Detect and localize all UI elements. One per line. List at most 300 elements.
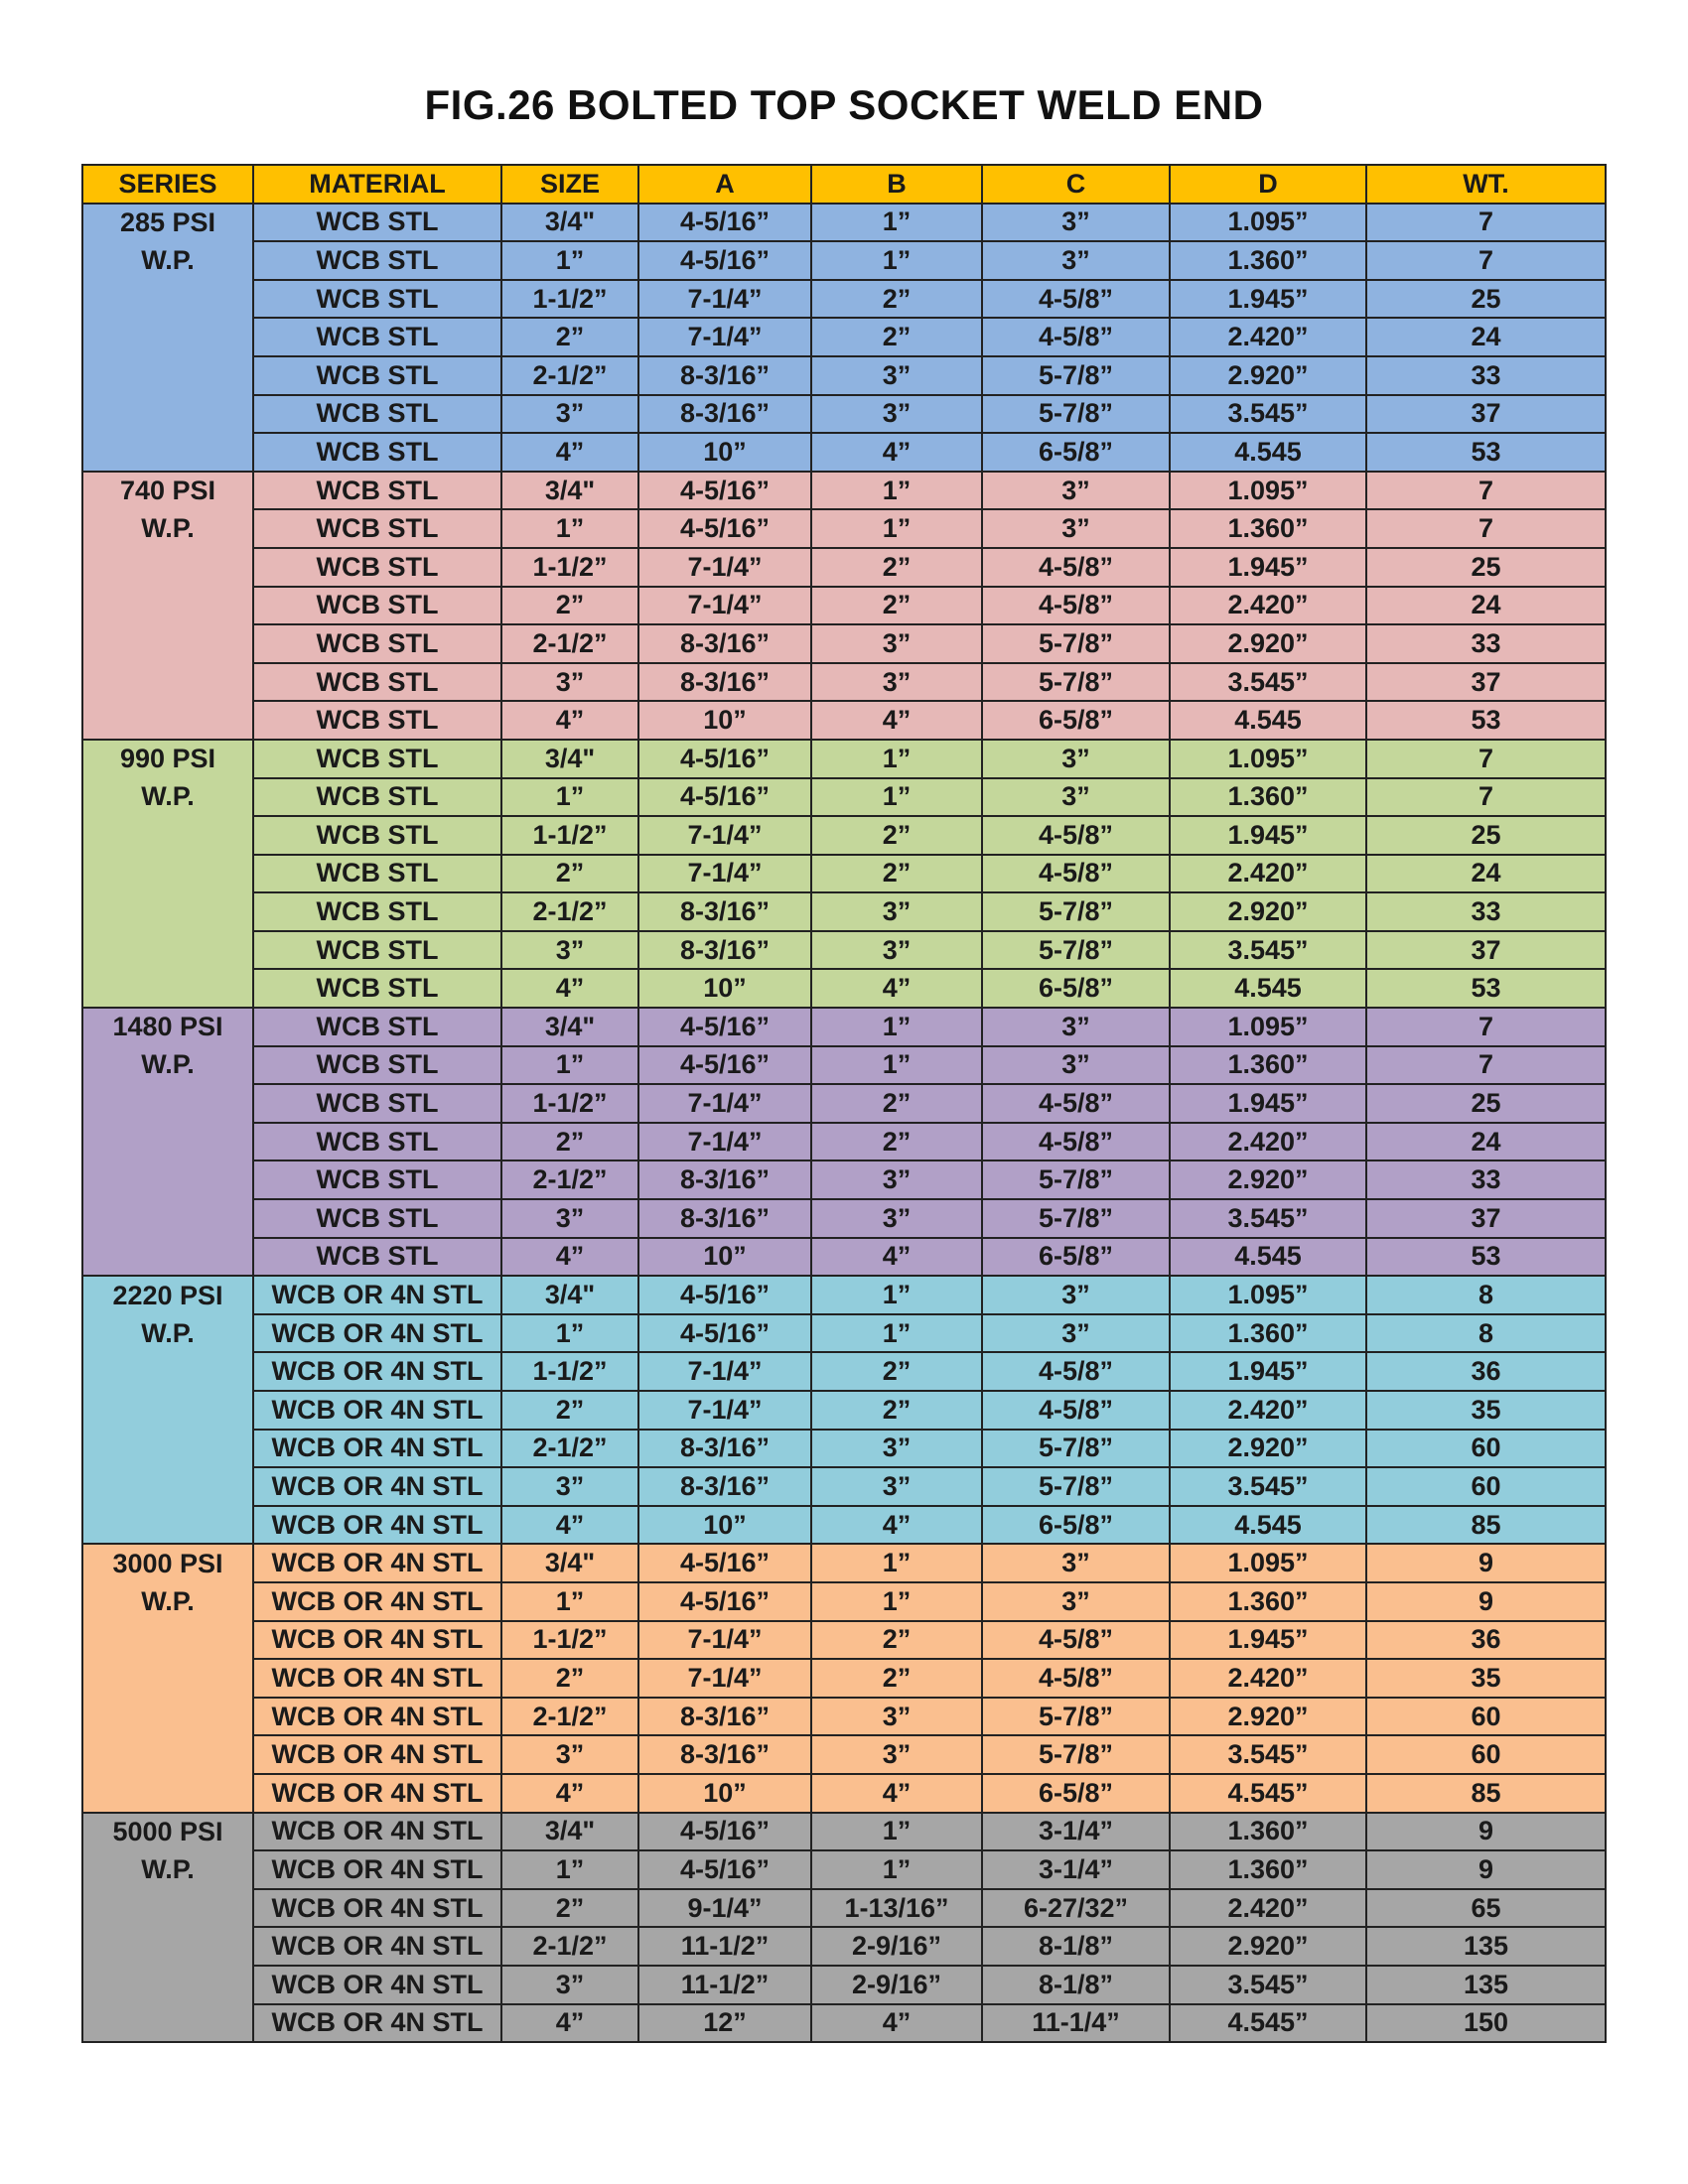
weight-cell: 33 (1366, 892, 1606, 931)
dim-b-cell: 2” (811, 1352, 982, 1391)
weight-cell: 36 (1366, 1621, 1606, 1660)
series-cell: 1480 PSI (82, 1008, 253, 1046)
size-cell: 1-1/2” (501, 548, 638, 587)
dim-a-cell: 8-3/16” (638, 1160, 811, 1199)
dim-b-cell: 1” (811, 1046, 982, 1085)
dim-a-cell: 4-5/16” (638, 1008, 811, 1046)
dim-c-cell: 6-5/8” (982, 701, 1170, 740)
material-cell: WCB STL (253, 892, 501, 931)
dim-a-cell: 7-1/4” (638, 280, 811, 319)
size-cell: 2” (501, 318, 638, 356)
table-row (82, 1391, 1606, 1430)
series-cell (82, 356, 253, 395)
dim-d-cell: 4.545 (1170, 701, 1366, 740)
table-row (82, 855, 1606, 893)
weight-cell: 9 (1366, 1582, 1606, 1621)
series-cell (82, 548, 253, 587)
weight-cell: 24 (1366, 1123, 1606, 1161)
table-row (82, 548, 1606, 587)
table-row (82, 778, 1606, 817)
table-row (82, 241, 1606, 280)
table-row (82, 1813, 1606, 1851)
table-row (82, 1966, 1606, 2004)
dim-c-cell: 3” (982, 472, 1170, 510)
dim-b-cell: 1” (811, 204, 982, 242)
table-body (82, 204, 1606, 2043)
dim-d-cell: 1.360” (1170, 241, 1366, 280)
series-cell: W.P. (82, 241, 253, 280)
size-cell: 1” (501, 1046, 638, 1085)
dim-b-cell: 3” (811, 1430, 982, 1468)
size-cell: 3” (501, 663, 638, 702)
size-cell: 3” (501, 1735, 638, 1774)
size-cell: 3/4" (501, 1276, 638, 1314)
table-row (82, 816, 1606, 855)
weight-cell: 7 (1366, 204, 1606, 242)
series-cell (82, 1391, 253, 1430)
dim-d-cell: 2.420” (1170, 1391, 1366, 1430)
material-cell: WCB STL (253, 740, 501, 778)
series-cell: 990 PSI (82, 740, 253, 778)
dim-b-cell: 2-9/16” (811, 1966, 982, 2004)
size-cell: 2-1/2” (501, 624, 638, 663)
dim-a-cell: 7-1/4” (638, 1123, 811, 1161)
series-cell (82, 663, 253, 702)
table-row (82, 740, 1606, 778)
weight-cell: 150 (1366, 2004, 1606, 2043)
size-cell: 3” (501, 1966, 638, 2004)
dim-a-cell: 10” (638, 969, 811, 1008)
material-cell: WCB STL (253, 280, 501, 319)
series-cell: W.P. (82, 1582, 253, 1621)
material-cell: WCB OR 4N STL (253, 1927, 501, 1966)
dim-d-cell: 1.360” (1170, 1813, 1366, 1851)
size-cell: 1” (501, 778, 638, 817)
material-cell: WCB OR 4N STL (253, 1544, 501, 1582)
weight-cell: 37 (1366, 663, 1606, 702)
table-row (82, 2004, 1606, 2043)
weight-cell: 7 (1366, 740, 1606, 778)
dim-b-cell: 4” (811, 433, 982, 472)
weight-cell: 135 (1366, 1966, 1606, 2004)
dim-d-cell: 4.545 (1170, 969, 1366, 1008)
table-row (82, 1084, 1606, 1123)
dim-a-cell: 10” (638, 1506, 811, 1545)
size-cell: 2” (501, 1659, 638, 1698)
header-a: A (638, 165, 811, 204)
dim-a-cell: 10” (638, 701, 811, 740)
dim-b-cell: 4” (811, 701, 982, 740)
dim-a-cell: 4-5/16” (638, 1813, 811, 1851)
dim-c-cell: 6-5/8” (982, 433, 1170, 472)
dim-a-cell: 11-1/2” (638, 1966, 811, 2004)
size-cell: 2-1/2” (501, 1698, 638, 1736)
dim-c-cell: 6-5/8” (982, 969, 1170, 1008)
header-series: SERIES (82, 165, 253, 204)
table-row (82, 892, 1606, 931)
dim-c-cell: 5-7/8” (982, 1199, 1170, 1238)
size-cell: 3” (501, 395, 638, 434)
table-row (82, 1544, 1606, 1582)
dim-c-cell: 5-7/8” (982, 624, 1170, 663)
weight-cell: 37 (1366, 395, 1606, 434)
dim-b-cell: 4” (811, 2004, 982, 2043)
dim-a-cell: 7-1/4” (638, 587, 811, 625)
material-cell: WCB STL (253, 318, 501, 356)
table-row (82, 280, 1606, 319)
series-cell (82, 1199, 253, 1238)
dim-d-cell: 3.545” (1170, 663, 1366, 702)
size-cell: 4” (501, 701, 638, 740)
series-cell (82, 1467, 253, 1506)
dim-d-cell: 3.545” (1170, 395, 1366, 434)
table-row (82, 663, 1606, 702)
dim-c-cell: 3” (982, 1046, 1170, 1085)
table-row (82, 1659, 1606, 1698)
table-row (82, 1774, 1606, 1813)
size-cell: 3/4" (501, 1813, 638, 1851)
table-row (82, 318, 1606, 356)
size-cell: 3/4" (501, 740, 638, 778)
weight-cell: 7 (1366, 472, 1606, 510)
dim-a-cell: 7-1/4” (638, 855, 811, 893)
dim-d-cell: 1.945” (1170, 280, 1366, 319)
material-cell: WCB OR 4N STL (253, 1467, 501, 1506)
dim-b-cell: 2” (811, 318, 982, 356)
dim-b-cell: 1-13/16” (811, 1889, 982, 1928)
dim-b-cell: 2” (811, 548, 982, 587)
dim-b-cell: 3” (811, 1199, 982, 1238)
table-row (82, 1506, 1606, 1545)
dim-d-cell: 1.095” (1170, 472, 1366, 510)
dim-a-cell: 7-1/4” (638, 1659, 811, 1698)
dim-b-cell: 4” (811, 969, 982, 1008)
size-cell: 3/4" (501, 204, 638, 242)
dim-a-cell: 8-3/16” (638, 1467, 811, 1506)
dim-c-cell: 5-7/8” (982, 395, 1170, 434)
size-cell: 1-1/2” (501, 1084, 638, 1123)
dim-c-cell: 3” (982, 740, 1170, 778)
series-cell: 740 PSI (82, 472, 253, 510)
size-cell: 4” (501, 1506, 638, 1545)
table-row (82, 1008, 1606, 1046)
material-cell: WCB STL (253, 509, 501, 548)
table-row (82, 969, 1606, 1008)
weight-cell: 37 (1366, 931, 1606, 970)
dim-c-cell: 8-1/8” (982, 1927, 1170, 1966)
table-row (82, 1430, 1606, 1468)
series-cell: W.P. (82, 778, 253, 817)
dim-a-cell: 4-5/16” (638, 1314, 811, 1353)
weight-cell: 24 (1366, 318, 1606, 356)
weight-cell: 35 (1366, 1659, 1606, 1698)
dim-c-cell: 4-5/8” (982, 548, 1170, 587)
dim-d-cell: 3.545” (1170, 931, 1366, 970)
weight-cell: 35 (1366, 1391, 1606, 1430)
material-cell: WCB STL (253, 241, 501, 280)
material-cell: WCB OR 4N STL (253, 1735, 501, 1774)
dim-c-cell: 5-7/8” (982, 892, 1170, 931)
dim-a-cell: 8-3/16” (638, 624, 811, 663)
size-cell: 2” (501, 1391, 638, 1430)
dim-a-cell: 4-5/16” (638, 472, 811, 510)
table-row (82, 1314, 1606, 1353)
dim-a-cell: 8-3/16” (638, 395, 811, 434)
series-cell (82, 318, 253, 356)
size-cell: 4” (501, 1774, 638, 1813)
series-cell (82, 433, 253, 472)
size-cell: 2-1/2” (501, 356, 638, 395)
weight-cell: 36 (1366, 1352, 1606, 1391)
dim-b-cell: 4” (811, 1238, 982, 1277)
table-row (82, 1123, 1606, 1161)
dim-b-cell: 1” (811, 778, 982, 817)
series-cell (82, 1160, 253, 1199)
dim-c-cell: 5-7/8” (982, 931, 1170, 970)
dim-a-cell: 7-1/4” (638, 318, 811, 356)
dim-c-cell: 11-1/4” (982, 2004, 1170, 2043)
material-cell: WCB OR 4N STL (253, 1621, 501, 1660)
material-cell: WCB STL (253, 1199, 501, 1238)
dim-c-cell: 4-5/8” (982, 1659, 1170, 1698)
dim-b-cell: 3” (811, 395, 982, 434)
dim-d-cell: 1.095” (1170, 1276, 1366, 1314)
dim-b-cell: 1” (811, 1850, 982, 1889)
dim-a-cell: 4-5/16” (638, 1544, 811, 1582)
dim-a-cell: 10” (638, 433, 811, 472)
dim-d-cell: 3.545” (1170, 1467, 1366, 1506)
dim-d-cell: 1.095” (1170, 204, 1366, 242)
dim-d-cell: 2.420” (1170, 1889, 1366, 1928)
dim-d-cell: 1.945” (1170, 1084, 1366, 1123)
size-cell: 1-1/2” (501, 280, 638, 319)
dim-c-cell: 6-5/8” (982, 1238, 1170, 1277)
dim-c-cell: 4-5/8” (982, 816, 1170, 855)
series-cell (82, 701, 253, 740)
header-wt: WT. (1366, 165, 1606, 204)
material-cell: WCB STL (253, 1123, 501, 1161)
material-cell: WCB OR 4N STL (253, 1391, 501, 1430)
size-cell: 2” (501, 1889, 638, 1928)
table-row (82, 1735, 1606, 1774)
series-cell (82, 1238, 253, 1277)
dim-d-cell: 1.945” (1170, 1352, 1366, 1391)
table-row (82, 1582, 1606, 1621)
series-cell: 5000 PSI (82, 1813, 253, 1851)
weight-cell: 53 (1366, 1238, 1606, 1277)
weight-cell: 25 (1366, 816, 1606, 855)
size-cell: 3” (501, 931, 638, 970)
material-cell: WCB OR 4N STL (253, 1813, 501, 1851)
series-cell (82, 855, 253, 893)
series-cell (82, 280, 253, 319)
size-cell: 1” (501, 241, 638, 280)
dim-d-cell: 4.545 (1170, 1506, 1366, 1545)
table-row (82, 1160, 1606, 1199)
table-row (82, 1850, 1606, 1889)
weight-cell: 60 (1366, 1698, 1606, 1736)
dim-d-cell: 4.545 (1170, 433, 1366, 472)
table-row (82, 1199, 1606, 1238)
header-c: C (982, 165, 1170, 204)
dim-c-cell: 4-5/8” (982, 1352, 1170, 1391)
material-cell: WCB OR 4N STL (253, 1430, 501, 1468)
dim-b-cell: 3” (811, 663, 982, 702)
weight-cell: 25 (1366, 548, 1606, 587)
dim-a-cell: 4-5/16” (638, 204, 811, 242)
dim-d-cell: 1.360” (1170, 1582, 1366, 1621)
dim-d-cell: 2.920” (1170, 356, 1366, 395)
table-row (82, 1046, 1606, 1085)
weight-cell: 60 (1366, 1735, 1606, 1774)
size-cell: 2-1/2” (501, 1160, 638, 1199)
dim-d-cell: 2.420” (1170, 318, 1366, 356)
dim-c-cell: 3” (982, 241, 1170, 280)
series-cell: W.P. (82, 1314, 253, 1353)
dim-d-cell: 2.920” (1170, 1160, 1366, 1199)
material-cell: WCB STL (253, 1084, 501, 1123)
table-row (82, 472, 1606, 510)
dim-a-cell: 10” (638, 1774, 811, 1813)
material-cell: WCB STL (253, 548, 501, 587)
size-cell: 4” (501, 1238, 638, 1277)
dim-c-cell: 4-5/8” (982, 318, 1170, 356)
dim-c-cell: 5-7/8” (982, 1698, 1170, 1736)
dim-b-cell: 3” (811, 624, 982, 663)
size-cell: 1-1/2” (501, 1352, 638, 1391)
dim-b-cell: 2” (811, 587, 982, 625)
series-cell (82, 1698, 253, 1736)
dim-a-cell: 8-3/16” (638, 1735, 811, 1774)
material-cell: WCB STL (253, 624, 501, 663)
weight-cell: 7 (1366, 241, 1606, 280)
table-row (82, 1238, 1606, 1277)
dim-c-cell: 4-5/8” (982, 280, 1170, 319)
weight-cell: 7 (1366, 778, 1606, 817)
dim-a-cell: 4-5/16” (638, 1046, 811, 1085)
material-cell: WCB STL (253, 778, 501, 817)
size-cell: 1-1/2” (501, 816, 638, 855)
weight-cell: 65 (1366, 1889, 1606, 1928)
dim-d-cell: 2.920” (1170, 892, 1366, 931)
dim-c-cell: 5-7/8” (982, 356, 1170, 395)
dim-d-cell: 1.945” (1170, 816, 1366, 855)
table-row (82, 1621, 1606, 1660)
dim-d-cell: 3.545” (1170, 1735, 1366, 1774)
dim-d-cell: 1.095” (1170, 1008, 1366, 1046)
dim-b-cell: 2” (811, 280, 982, 319)
series-cell (82, 1735, 253, 1774)
dim-b-cell: 1” (811, 1582, 982, 1621)
dim-b-cell: 1” (811, 740, 982, 778)
material-cell: WCB STL (253, 204, 501, 242)
dim-b-cell: 2” (811, 816, 982, 855)
weight-cell: 85 (1366, 1506, 1606, 1545)
size-cell: 3/4" (501, 1544, 638, 1582)
dim-d-cell: 1.360” (1170, 1850, 1366, 1889)
size-cell: 4” (501, 2004, 638, 2043)
dim-b-cell: 3” (811, 931, 982, 970)
weight-cell: 7 (1366, 509, 1606, 548)
dim-c-cell: 3” (982, 204, 1170, 242)
dim-c-cell: 6-27/32” (982, 1889, 1170, 1928)
size-cell: 2” (501, 855, 638, 893)
header-b: B (811, 165, 982, 204)
series-cell (82, 1123, 253, 1161)
weight-cell: 37 (1366, 1199, 1606, 1238)
weight-cell: 135 (1366, 1927, 1606, 1966)
size-cell: 4” (501, 969, 638, 1008)
material-cell: WCB OR 4N STL (253, 1659, 501, 1698)
dim-b-cell: 1” (811, 509, 982, 548)
series-cell (82, 395, 253, 434)
dim-b-cell: 3” (811, 1735, 982, 1774)
material-cell: WCB STL (253, 587, 501, 625)
series-cell (82, 1430, 253, 1468)
series-cell (82, 1927, 253, 1966)
material-cell: WCB OR 4N STL (253, 1582, 501, 1621)
series-cell (82, 1506, 253, 1545)
dim-b-cell: 3” (811, 1160, 982, 1199)
weight-cell: 25 (1366, 1084, 1606, 1123)
table-row (82, 1467, 1606, 1506)
series-cell (82, 1774, 253, 1813)
table-row (82, 931, 1606, 970)
size-cell: 3” (501, 1467, 638, 1506)
dim-d-cell: 1.095” (1170, 1544, 1366, 1582)
material-cell: WCB OR 4N STL (253, 1698, 501, 1736)
size-cell: 3/4" (501, 1008, 638, 1046)
page-title: FIG.26 BOLTED TOP SOCKET WELD END (424, 81, 1264, 128)
dim-b-cell: 4” (811, 1506, 982, 1545)
table-row (82, 624, 1606, 663)
table-row (82, 509, 1606, 548)
dim-d-cell: 2.420” (1170, 587, 1366, 625)
dim-b-cell: 1” (811, 1314, 982, 1353)
material-cell: WCB STL (253, 663, 501, 702)
dim-c-cell: 6-5/8” (982, 1506, 1170, 1545)
dim-a-cell: 10” (638, 1238, 811, 1277)
material-cell: WCB OR 4N STL (253, 1966, 501, 2004)
dim-c-cell: 4-5/8” (982, 855, 1170, 893)
dim-c-cell: 3-1/4” (982, 1850, 1170, 1889)
material-cell: WCB OR 4N STL (253, 1314, 501, 1353)
series-cell (82, 1352, 253, 1391)
size-cell: 2-1/2” (501, 1430, 638, 1468)
size-cell: 1” (501, 509, 638, 548)
dim-b-cell: 4” (811, 1774, 982, 1813)
table-row (82, 701, 1606, 740)
material-cell: WCB STL (253, 1046, 501, 1085)
table-row (82, 1276, 1606, 1314)
material-cell: WCB OR 4N STL (253, 1850, 501, 1889)
dim-a-cell: 11-1/2” (638, 1927, 811, 1966)
dim-c-cell: 3” (982, 509, 1170, 548)
table-row (82, 1698, 1606, 1736)
dim-b-cell: 1” (811, 472, 982, 510)
weight-cell: 60 (1366, 1467, 1606, 1506)
series-cell: W.P. (82, 1046, 253, 1085)
dim-d-cell: 3.545” (1170, 1966, 1366, 2004)
series-cell (82, 587, 253, 625)
header-d: D (1170, 165, 1366, 204)
dim-b-cell: 3” (811, 356, 982, 395)
dim-b-cell: 2-9/16” (811, 1927, 982, 1966)
series-cell (82, 1659, 253, 1698)
dim-a-cell: 7-1/4” (638, 1084, 811, 1123)
dim-c-cell: 3” (982, 778, 1170, 817)
dim-c-cell: 8-1/8” (982, 1966, 1170, 2004)
